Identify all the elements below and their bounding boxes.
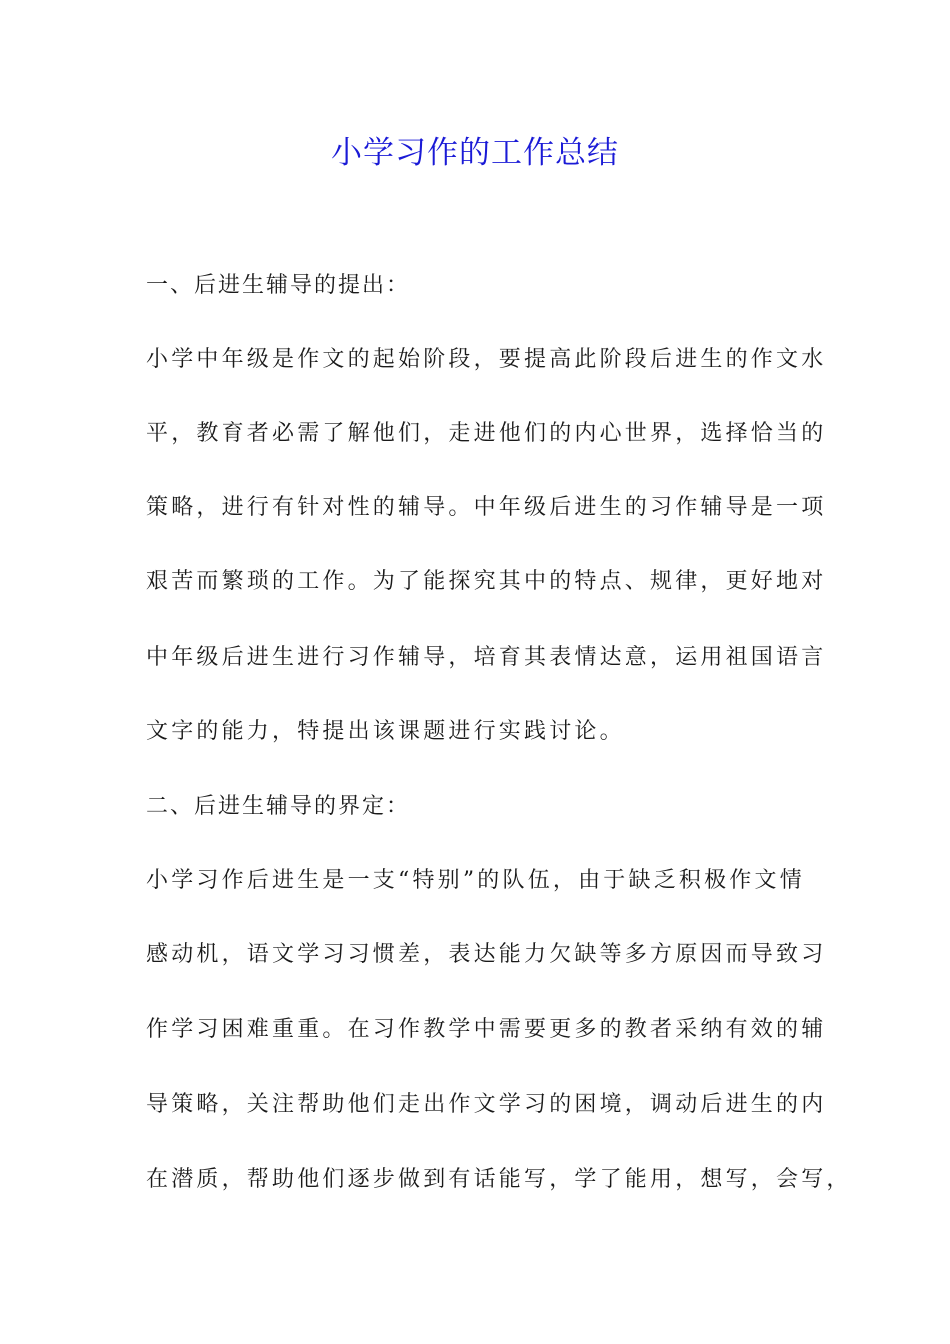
body-line: 策略，进行有针对性的辅导。中年级后进生的习作辅导是一项 [146, 495, 827, 520]
body-line: 在潜质，帮助他们逐步做到有话能写，学了能用，想写，会写， [146, 1167, 852, 1192]
body-line: 小学习作后进生是一支“特别”的队伍，由于缺乏积极作文情 [146, 868, 805, 893]
section-heading-2: 二、后进生辅导的界定： [146, 794, 411, 819]
body-line: 感动机，语文学习习惯差，表达能力欠缺等多方原因而导致习 [146, 942, 827, 967]
body-line: 平，教育者必需了解他们，走进他们的内心世界，选择恰当的 [146, 421, 827, 446]
body-line: 作学习困难重重。在习作教学中需要更多的教者采纳有效的辅 [146, 1017, 827, 1042]
body-line: 文字的能力，特提出该课题进行实践讨论。 [146, 719, 625, 744]
document-title: 小学习作的工作总结 [331, 135, 619, 171]
section-heading-1: 一、后进生辅导的提出： [146, 273, 411, 298]
body-line: 中年级后进生进行习作辅导，培育其表情达意，运用祖国语言 [146, 645, 827, 670]
body-line: 导策略，关注帮助他们走出作文学习的困境，调动后进生的内 [146, 1092, 827, 1117]
body-line: 小学中年级是作文的起始阶段，要提高此阶段后进生的作文水 [146, 347, 827, 372]
body-line: 艰苦而繁琐的工作。为了能探究其中的特点、规律，更好地对 [146, 569, 827, 594]
